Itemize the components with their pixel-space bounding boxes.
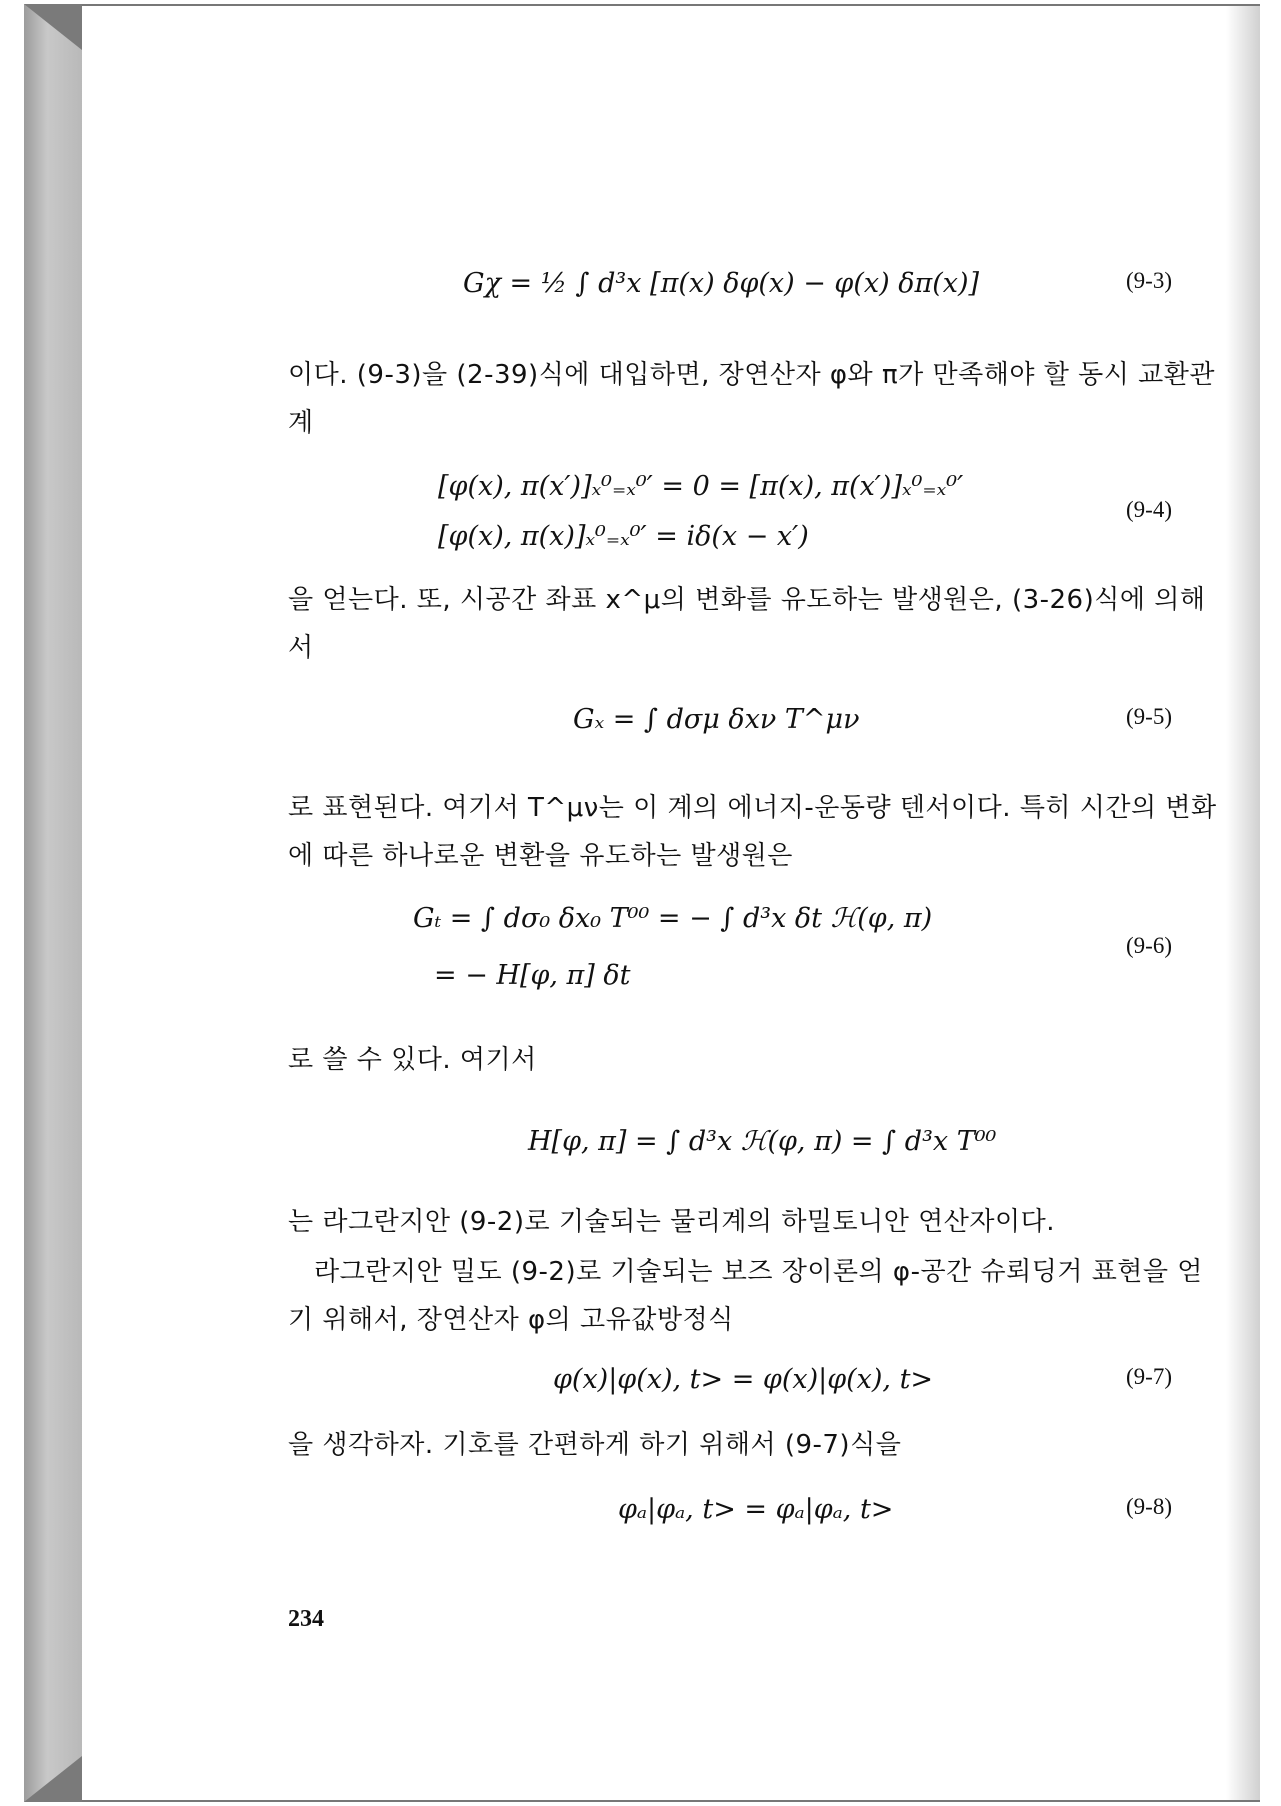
equation-9-4-number: (9-4)	[1126, 497, 1172, 522]
book-spine-bottom-edge	[24, 1756, 82, 1802]
paragraph-7: 을 생각하자. 기호를 간편하게 하기 위해서 (9-7)식을	[288, 1430, 902, 1460]
equation-9-6-line-1: Gₜ = ∫ dσ₀ δx₀ T⁰⁰ = − ∫ d³x δt ℋ(φ, π)	[413, 903, 933, 934]
equation-9-7-number: (9-7)	[1126, 1364, 1172, 1389]
equation-hamiltonian-formula: H[φ, π] = ∫ d³x ℋ(φ, π) = ∫ d³x T⁰⁰	[528, 1126, 997, 1157]
equation-9-4-line-1: [φ(x), π(x′)]ₓ⁰₌ₓ⁰′ = 0 = [π(x), π(x′)]ₓ⁰₌ₓ⁰′	[438, 471, 964, 502]
book-page	[82, 4, 1260, 1802]
equation-9-3-formula: Gχ = ½ ∫ d³x [π(x) δφ(x) − φ(x) δπ(x)]	[463, 268, 980, 299]
equation-9-8-formula: φₐ|φₐ, t> = φₐ|φₐ, t>	[618, 1494, 894, 1525]
equation-9-4	[288, 471, 1218, 571]
equation-9-8-number: (9-8)	[1126, 1494, 1172, 1519]
paragraph-4: 로 쓸 수 있다. 여기서	[288, 1045, 537, 1075]
book-spine-top-edge	[24, 4, 82, 50]
paragraph-2: 을 얻는다. 또, 시공간 좌표 x^μ의 변화를 유도하는 발생원은, (3-26)식에 의해서	[288, 585, 1206, 663]
equation-9-6-number: (9-6)	[1126, 933, 1172, 958]
paragraph-5: 는 라그란지안 (9-2)로 기술되는 물리계의 하밀토니안 연산자이다.	[288, 1207, 1056, 1237]
page-number: 234	[288, 1606, 324, 1632]
paragraph-6: 라그란지안 밀도 (9-2)로 기술되는 보즈 장이론의 φ-공간 슈뢰딩거 표현을 얻기 위해서, 장연산자 φ의 고유값방정식	[288, 1257, 1203, 1335]
equation-9-3-number: (9-3)	[1126, 268, 1172, 293]
equation-9-5-formula: Gₓ = ∫ dσμ δxν T^μν	[573, 704, 860, 735]
equation-9-7-formula: φ(x)|φ(x), t> = φ(x)|φ(x), t>	[553, 1364, 934, 1395]
equation-9-6-line-2: = − H[φ, π] δt	[434, 960, 631, 991]
equation-9-6	[288, 903, 1218, 1003]
paragraph-3: 로 표현된다. 여기서 T^μν는 이 계의 에너지-운동량 텐서이다. 특히 시간의 변화에 따른 하나로운 변환을 유도하는 발생원은	[288, 793, 1217, 871]
equation-9-5-number: (9-5)	[1126, 704, 1172, 729]
page-edge-shadow	[1226, 6, 1260, 1800]
book-spine	[24, 4, 82, 1802]
equation-9-4-line-2: [φ(x), π(x)]ₓ⁰₌ₓ⁰′ = iδ(x − x′)	[438, 521, 809, 552]
paragraph-1: 이다. (9-3)을 (2-39)식에 대입하면, 장연산자 φ와 π가 만족해야 할 동시 교환관계	[288, 360, 1215, 438]
